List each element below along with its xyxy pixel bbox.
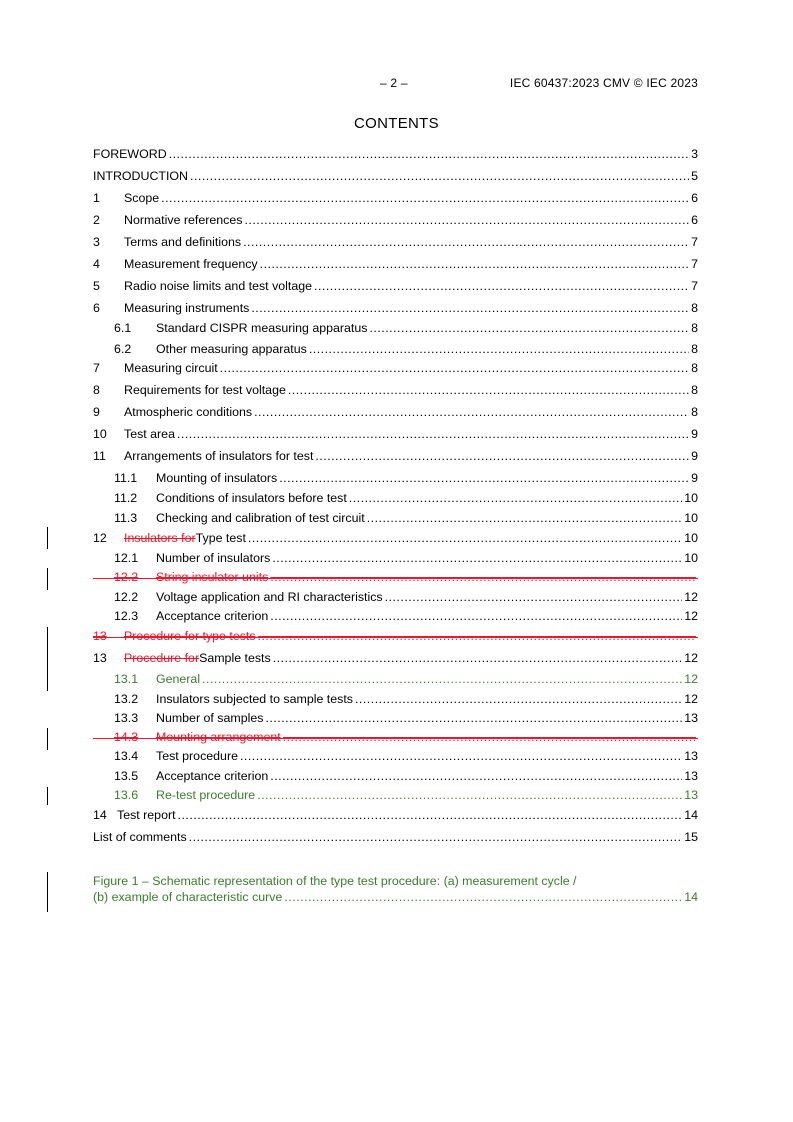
toc-entry-introduction[interactable]: INTRODUCTION ..... 5 xyxy=(93,168,698,184)
toc-entry-13-3[interactable]: 13.3 Number of samples ..... 13 xyxy=(93,710,698,726)
toc-entry-1[interactable]: 1 Scope ..... 6 xyxy=(93,190,698,206)
toc-entry-12-2[interactable]: 12.2 Voltage application and RI characteristics ..... 12 xyxy=(93,589,698,605)
figure-caption-line2: (b) example of characteristic curve xyxy=(93,890,283,904)
change-bar xyxy=(47,627,48,691)
change-bar xyxy=(47,728,48,750)
toc-entry-list-of-comments[interactable]: List of comments ..... 15 xyxy=(93,829,698,845)
toc-entry-9[interactable]: 9 Atmospheric conditions ..... 8 xyxy=(93,404,698,420)
toc-entry-11-3[interactable]: 11.3 Checking and calibration of test circuit ..... 10 xyxy=(93,510,698,526)
toc-entry-foreword[interactable]: FOREWORD ..... 3 xyxy=(93,146,698,162)
toc-entry-10[interactable]: 10 Test area ..... 9 xyxy=(93,426,698,442)
contents-title: CONTENTS xyxy=(354,115,439,132)
toc-entry-deleted-14-3[interactable]: 14.3 Mounting arrangement ..... xyxy=(93,729,698,745)
toc-entry-deleted-12-2[interactable]: 12.2 String insulator units ..... xyxy=(93,569,698,585)
toc-entry-13[interactable]: 13 Procedure for Sample tests ..... 12 xyxy=(93,650,698,666)
document-identifier: IEC 60437:2023 CMV © IEC 2023 xyxy=(509,76,698,90)
toc-entry-13-6[interactable]: 13.6 Re-test procedure ..... 13 xyxy=(93,787,698,803)
toc-entry-5[interactable]: 5 Radio noise limits and test voltage ..... 7 xyxy=(93,278,698,294)
toc-entry-6[interactable]: 6 Measuring instruments ..... 8 xyxy=(93,300,698,316)
toc-entry-6-2[interactable]: 6.2 Other measuring apparatus ..... 8 xyxy=(93,341,698,357)
toc-entry-12-1[interactable]: 12.1 Number of insulators ..... 10 xyxy=(93,550,698,566)
toc-entry-13-5[interactable]: 13.5 Acceptance criterion ..... 13 xyxy=(93,768,698,784)
toc-entry-3[interactable]: 3 Terms and definitions ..... 7 xyxy=(93,234,698,250)
toc-entry-11-1[interactable]: 11.1 Mounting of insulators ..... 9 xyxy=(93,470,698,486)
change-bar xyxy=(47,872,48,912)
list-of-figures-entry[interactable] xyxy=(93,873,698,905)
change-bar xyxy=(47,568,48,590)
toc-entry-13-1[interactable]: 13.1 General ..... 12 xyxy=(93,671,698,687)
toc-entry-2[interactable]: 2 Normative references ..... 6 xyxy=(93,212,698,228)
figure-page: 14 xyxy=(684,890,698,904)
toc-entry-7[interactable]: 7 Measuring circuit ..... 8 xyxy=(93,360,698,376)
deleted-text: Procedure for xyxy=(124,651,200,665)
change-bar xyxy=(47,527,48,549)
figure-caption-line1: Figure 1 – Schematic representation of the type test procedure: (a) measurement cycle / xyxy=(93,874,577,888)
toc-entry-12[interactable]: 12 Insulators for Type test ..... 10 xyxy=(93,530,698,546)
toc-entry-8[interactable]: 8 Requirements for test voltage ..... 8 xyxy=(93,382,698,398)
change-bar xyxy=(47,787,48,805)
toc-entry-12-3[interactable]: 12.3 Acceptance criterion ..... 12 xyxy=(93,608,698,624)
toc-entry-11-2[interactable]: 11.2 Conditions of insulators before test ..... 10 xyxy=(93,490,698,506)
toc-entry-4[interactable]: 4 Measurement frequency ..... 7 xyxy=(93,256,698,272)
toc-entry-14[interactable]: 14 Test report ..... 14 xyxy=(93,807,698,823)
deleted-text: Insulators for xyxy=(124,531,196,545)
toc-entry-6-1[interactable]: 6.1 Standard CISPR measuring apparatus ..... 8 xyxy=(93,320,698,336)
toc-entry-13-2[interactable]: 13.2 Insulators subjected to sample tests ..... 12 xyxy=(93,691,698,707)
toc-entry-13-4[interactable]: 13.4 Test procedure ..... 13 xyxy=(93,748,698,764)
toc-entry-deleted-13[interactable]: 13 Procedure for type tests ..... xyxy=(93,628,698,644)
toc-entry-11[interactable]: 11 Arrangements of insulators for test ..... 9 xyxy=(93,448,698,464)
page-number: – 2 – xyxy=(380,76,408,90)
